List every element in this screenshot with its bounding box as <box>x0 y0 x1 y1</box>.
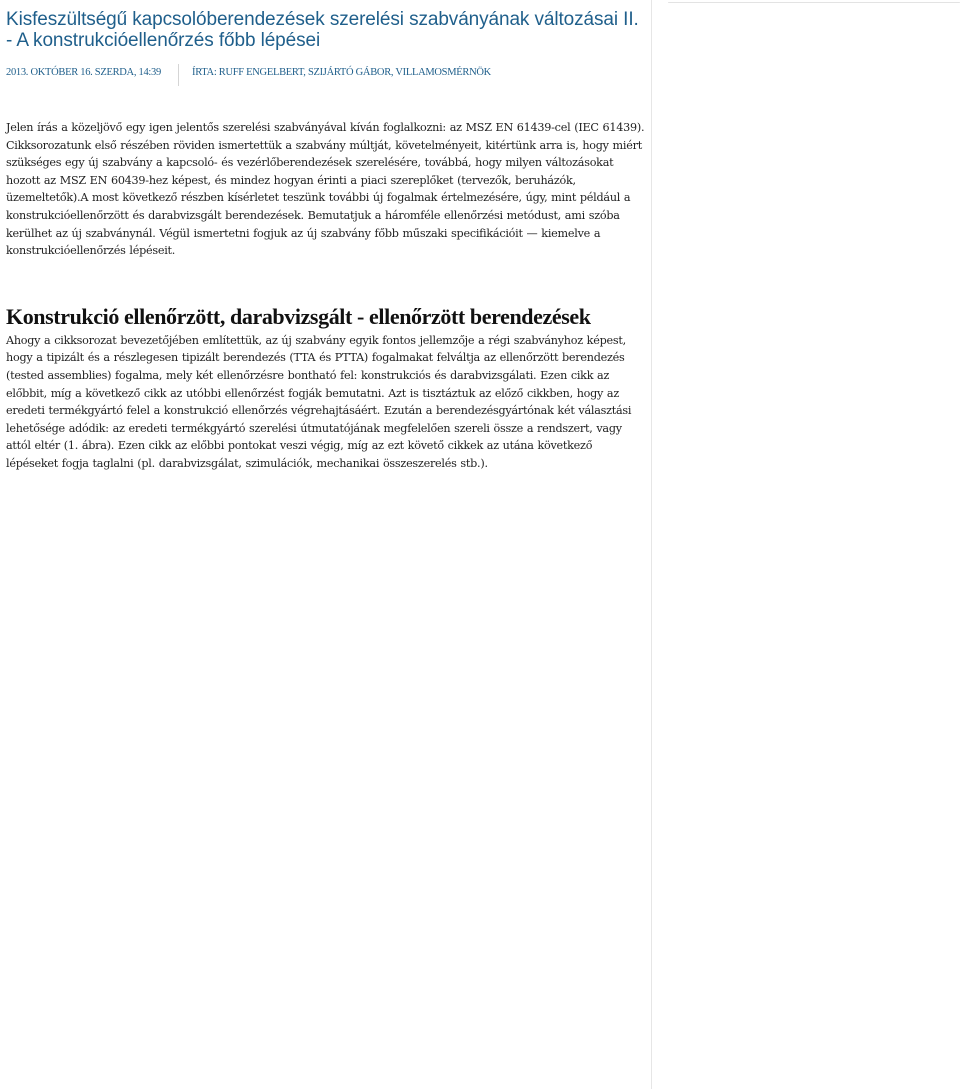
section-paragraph: Ahogy a cikksorozat bevezetőjében említettük, az új szabvány egyik fontos jellemzője a régi szabványhoz képest, hogy a tipizált és a részlegesen tipizált berendezés (TTA és PTTA) fogalmakat felváltja az ellenőrzött berendezés (tested assemblies) fogalma, mely két ellenőrzésre bontható fel: konstrukciós és darabvizsgálati. Ezen cikk az előbbit, míg a következő cikk az utóbbi ellenőrzést fogják bemutatni. Azt is tisztáztuk az előző cikkben, hogy az eredeti termékgyártó felel a konstrukció ellenőrzés végrehajtásáért. Ezután a berendezésgyártónak két választási lehetősége adódik: az eredeti termékgyártó szerelési útmutatójának megfelelően szereli össze a rendszert, vagy attól eltér (1. ábra). Ezen cikk az előbbi pontokat veszi végig, míg az ezt követő cikkek az utána következő lépéseket fogja taglalni (pl. darabvizsgálat, szimulációk, mechanikai összeszerelés stb.). <box>6 333 632 470</box>
sidebar-divider <box>651 0 652 1089</box>
publish-date: 2013. OKTÓBER 16. SZERDA, 14:39 <box>6 67 161 78</box>
article-title[interactable]: Kisfeszültségű kapcsolóberendezések szerelési szabványának változásai II. - A konstrukcióellenőrzés főbb lépései <box>6 9 639 51</box>
intro-paragraph: Jelen írás a közeljövő egy igen jelentős szerelési szabványával kíván foglalkozni: az MSZ EN 61439-cel (IEC 61439). Cikksorozatunk első részében röviden ismertettük a szabvány múltját, követelményeit, kitértünk arra is, hogy miért szükséges egy új szabvány a kapcsoló- és vezérlőberendezések szerelésére, továbbá, hogy milyen változásokat hozott az MSZ EN 60439-hez képest, és mindez hogyan érinti a piaci szereplőket (tervezők, beruházók, üzemeltetők).A most következő részben kísérletet teszünk további új fogalmak értelmezésére, úgy, mint például a konstrukcióellenőrzött és darabvizsgált berendezések. Bemutatjuk a háromféle ellenőrzési metódust, ami szóba kerülhet az új szabványnál. Végül ismertetni fogjuk az új szabvány főbb műszaki specifikációit — kiemelve a konstrukcióellenőrzés lépéseit. <box>6 121 645 258</box>
section-heading: Konstrukció ellenőrzött, darabvizsgált - ellenőrzött berendezések <box>6 303 591 329</box>
article <box>6 0 646 473</box>
author-byline: ÍRTA: RUFF ENGELBERT, SZIJÁRTÓ GÁBOR, VILLAMOSMÉRNÖK <box>192 67 491 78</box>
article-meta <box>6 64 646 94</box>
meta-divider <box>178 64 179 86</box>
sidebar-panel <box>668 2 960 3</box>
